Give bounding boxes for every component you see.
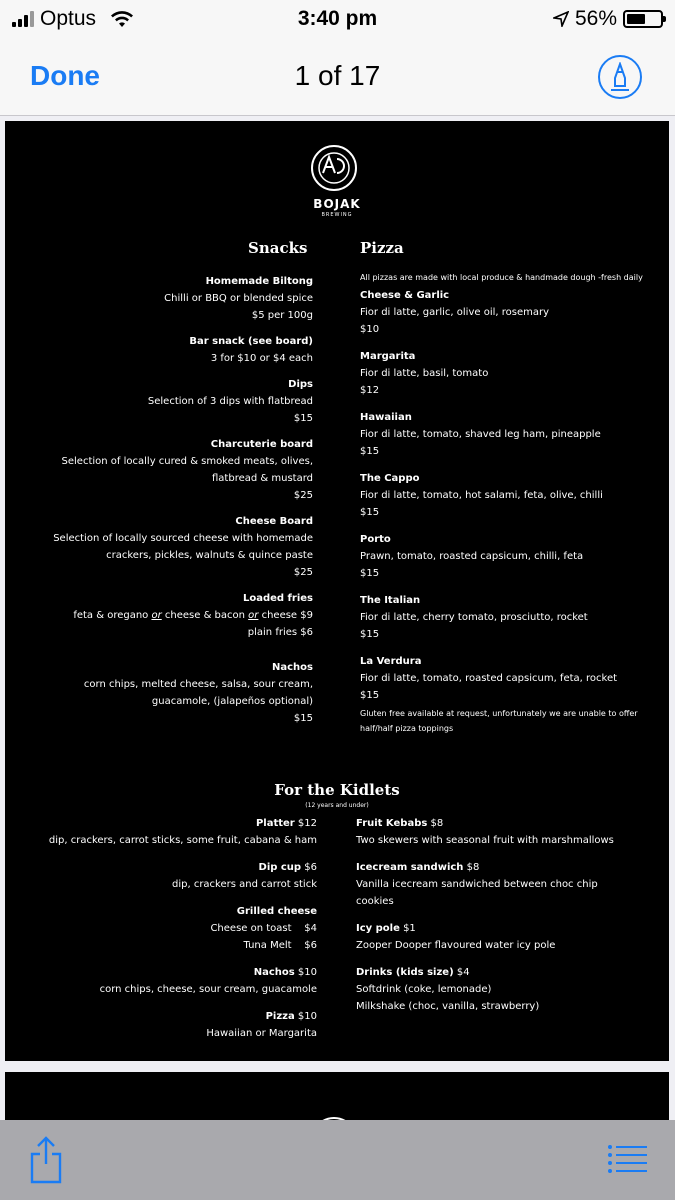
item-name: Margarita	[360, 351, 416, 362]
item-line: Selection of 3 dips with flatbread	[147, 396, 313, 407]
kids-right-column	[356, 815, 656, 1025]
carrier-label: Optus	[40, 7, 97, 30]
item-name: Dips	[288, 379, 313, 390]
item-line: $15	[293, 413, 313, 424]
item-line: crackers, pickles, walnuts & quince paste	[106, 550, 313, 561]
item-line: 3 for $10 or $4 each	[210, 353, 313, 364]
item-price: $15	[360, 690, 380, 701]
item-name: Nachos	[253, 967, 295, 978]
item-name: Icy pole	[356, 923, 400, 934]
pizza-column	[360, 271, 650, 736]
list-item	[17, 1008, 317, 1042]
item-line: plain fries $6	[247, 627, 313, 638]
next-page-preview[interactable]	[5, 1072, 669, 1120]
battery-percent: 56%	[574, 7, 617, 30]
brand-subtitle: BREWING	[321, 212, 353, 218]
list-item	[17, 964, 317, 998]
item-desc: dip, crackers and carrot stick	[171, 879, 317, 890]
item-name: La Verdura	[360, 656, 422, 667]
list-item	[13, 333, 313, 367]
status-bar	[0, 0, 675, 40]
bojak-logo-icon	[309, 1110, 359, 1120]
item-desc: Fior di latte, tomato, shaved leg ham, pineapple	[360, 429, 601, 440]
item-desc: corn chips, cheese, sour cream, guacamole	[99, 984, 317, 995]
list-item	[360, 470, 650, 521]
item-price: $15	[360, 507, 380, 518]
item-line: Selection of locally sourced cheese with homemade	[53, 533, 313, 544]
item-name: Pizza	[265, 1011, 295, 1022]
pizza-note: Gluten free available at request, unfortunately we are unable to offer half/half pizza toppings	[360, 709, 638, 733]
item-line: $15	[293, 713, 313, 724]
item-desc: Hawaiian or Margarita	[206, 1028, 317, 1039]
item-name: Platter	[255, 818, 295, 829]
item-desc: Fior di latte, cherry tomato, prosciutto, rocket	[360, 612, 588, 623]
item-price: $10	[294, 1011, 317, 1022]
list-item	[17, 903, 317, 954]
list-item	[360, 653, 650, 704]
item-desc: Fior di latte, basil, tomato	[360, 368, 489, 379]
page-indicator: 1 of 17	[294, 60, 381, 91]
share-icon[interactable]	[28, 1134, 64, 1184]
item-price: $12	[294, 818, 317, 829]
item-desc: dip, crackers, carrot sticks, some fruit, cabana & ham	[48, 835, 317, 846]
item-price: $8	[427, 818, 444, 829]
item-price: $4	[453, 967, 470, 978]
list-item	[13, 273, 313, 324]
item-price: $15	[360, 446, 380, 457]
item-name: Nachos	[272, 662, 313, 673]
list-item	[360, 409, 650, 460]
markup-pen-icon[interactable]	[598, 55, 642, 99]
list-item	[17, 815, 317, 849]
item-desc: Prawn, tomato, roasted capsicum, chilli, feta	[360, 551, 584, 562]
item-name: Bar snack (see board)	[189, 336, 313, 347]
item-price: $12	[360, 385, 380, 396]
item-line: guacamole, (jalapeños optional)	[151, 696, 313, 707]
item-desc: Zooper Dooper flavoured water icy pole	[356, 940, 556, 951]
item-line: $25	[293, 490, 313, 501]
list-item	[13, 376, 313, 427]
status-right	[553, 7, 663, 31]
list-item	[13, 513, 313, 581]
list-item	[17, 859, 317, 893]
item-name: Cheese Board	[235, 516, 313, 527]
item-line: corn chips, melted cheese, salsa, sour cream,	[83, 679, 313, 690]
item-price: $8	[463, 862, 480, 873]
item-line: $5 per 100g	[251, 310, 313, 321]
item-name: Charcuterie board	[210, 439, 313, 450]
pizza-intro: All pizzas are made with local produce & handmade dough -fresh daily	[360, 273, 643, 282]
item-price: $6	[301, 862, 317, 873]
list-item	[13, 590, 313, 641]
list-item	[360, 348, 650, 399]
snacks-column	[13, 273, 313, 736]
battery-icon	[623, 10, 663, 28]
item-desc: Milkshake (choc, vanilla, strawberry)	[356, 1001, 540, 1012]
item-desc: Two skewers with seasonal fruit with marshmallows	[356, 835, 614, 846]
clock: 3:40 pm	[297, 7, 378, 30]
pizza-heading: Pizza	[360, 239, 404, 257]
item-name: Cheese & Garlic	[360, 290, 450, 301]
done-button[interactable]: Done	[30, 60, 100, 91]
list-item	[360, 592, 650, 643]
item-line: feta & oregano or cheese & bacon or cheese $9	[73, 610, 313, 621]
item-price: $10	[360, 324, 380, 335]
bottom-toolbar	[0, 1120, 675, 1200]
item-line: flatbread & mustard	[212, 473, 313, 484]
item-desc: Cheese on toast $4	[210, 923, 317, 934]
item-name: Dip cup	[258, 862, 302, 873]
item-name: The Italian	[360, 595, 421, 606]
location-arrow-icon	[553, 11, 569, 27]
list-item	[356, 920, 656, 954]
kids-heading: For the Kidlets	[274, 781, 400, 799]
item-price: $1	[399, 923, 416, 934]
list-item	[360, 287, 650, 338]
item-desc: Fior di latte, tomato, roasted capsicum, feta, rocket	[360, 673, 618, 684]
item-name: Grilled cheese	[236, 906, 317, 917]
item-name: Homemade Biltong	[205, 276, 313, 287]
item-price: $15	[360, 568, 380, 579]
item-name: Hawaiian	[360, 412, 412, 423]
snacks-heading: Snacks	[248, 239, 308, 257]
item-line: Chilli or BBQ or blended spice	[164, 293, 313, 304]
item-line: $25	[293, 567, 313, 578]
item-desc: Vanilla icecream sandwiched between choc chip cookies	[356, 879, 598, 907]
item-price: $10	[294, 967, 317, 978]
nav-bar	[0, 40, 675, 116]
item-name: Drinks (kids size)	[356, 967, 454, 978]
list-item	[13, 659, 313, 727]
item-name: Porto	[360, 534, 391, 545]
bojak-logo-icon	[309, 143, 359, 193]
item-name: Fruit Kebabs	[356, 818, 428, 829]
list-item	[360, 531, 650, 582]
item-desc: Softdrink (coke, lemonade)	[356, 984, 492, 995]
item-name: Icecream sandwich	[356, 862, 464, 873]
list-icon[interactable]	[607, 1144, 647, 1174]
list-item	[356, 859, 616, 910]
item-price: $15	[360, 629, 380, 640]
kids-subheading: (12 years and under)	[305, 802, 369, 809]
list-item	[356, 815, 656, 849]
kids-left-column	[17, 815, 317, 1052]
item-desc: Fior di latte, tomato, hot salami, feta, olive, chilli	[360, 490, 603, 501]
list-item	[13, 436, 313, 504]
menu-page	[5, 121, 669, 1061]
item-name: The Cappo	[360, 473, 420, 484]
item-desc: Tuna Melt $6	[243, 940, 317, 951]
item-desc: Fior di latte, garlic, olive oil, rosemary	[360, 307, 549, 318]
item-line: Selection of locally cured & smoked meats, olives,	[61, 456, 313, 467]
list-item	[356, 964, 656, 1015]
brand-name: BOJAK	[313, 197, 361, 211]
item-name: Loaded fries	[242, 593, 313, 604]
document-viewer[interactable]	[0, 116, 675, 1120]
